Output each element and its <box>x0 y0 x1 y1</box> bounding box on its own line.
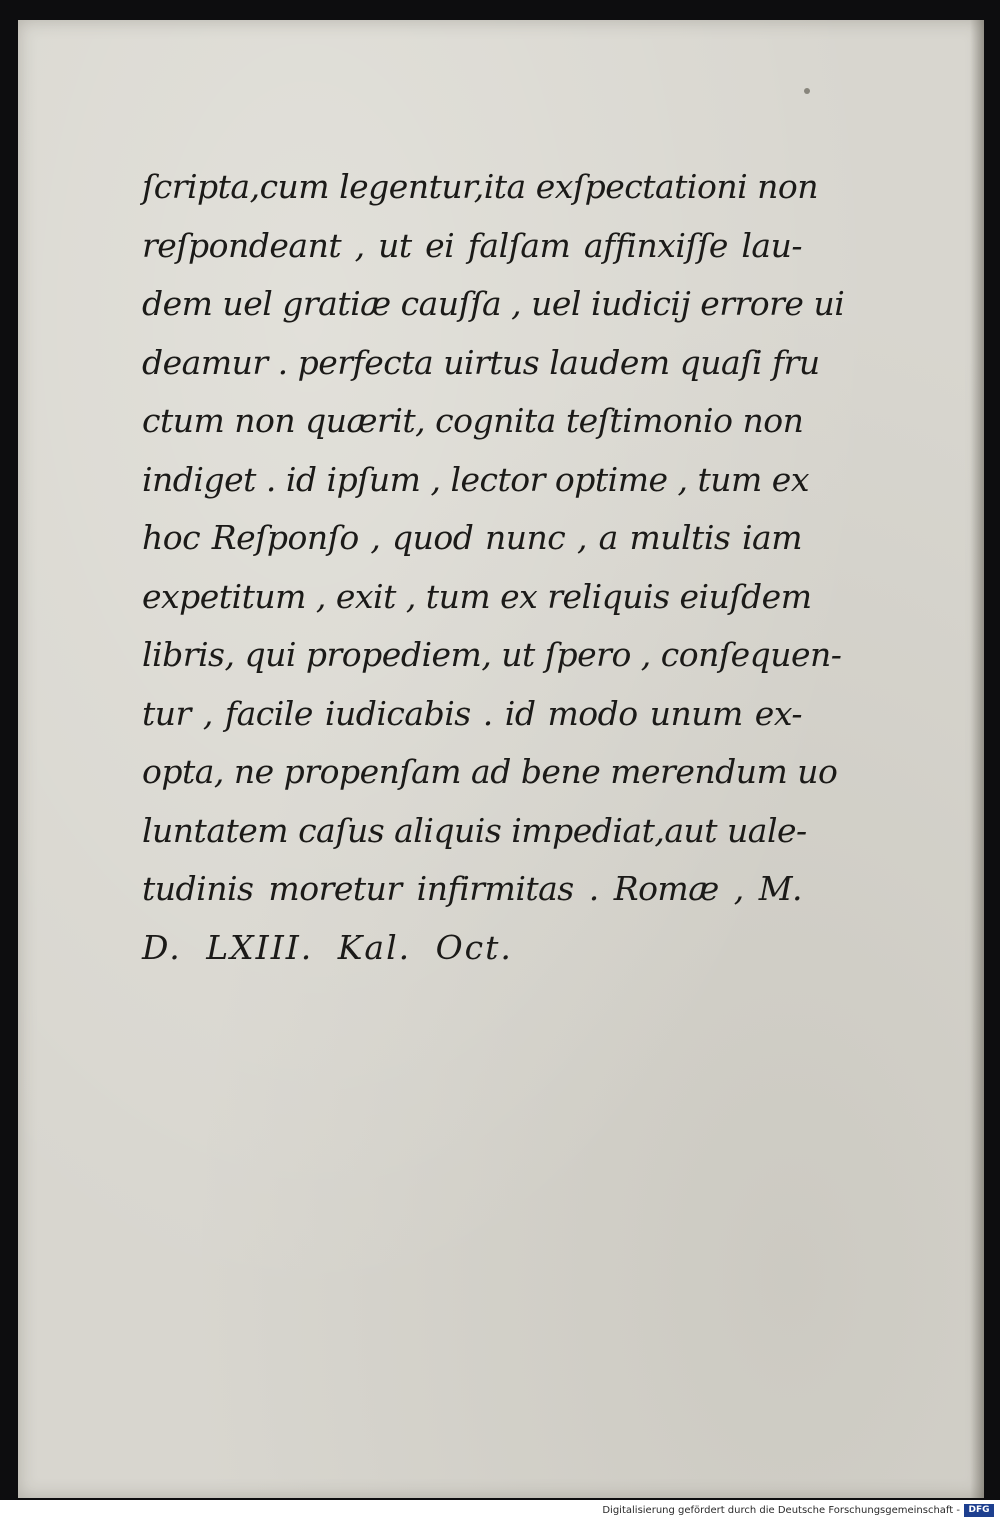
text-line: ſcripta,cum legentur,ita exſpectationi non <box>142 167 818 206</box>
text-line: reſpondeant , ut ei falſam affinxiſſe lau- <box>142 225 802 265</box>
text-block <box>142 158 845 977</box>
text-line: hoc Reſponſo , quod nunc , a multis iam <box>142 518 802 557</box>
text-line: deamur . perfecta uirtus laudem quaſi fru <box>142 342 820 382</box>
book-page <box>18 20 984 1498</box>
text-line: libris, qui propediem, ut ſpero , conſequen- <box>142 635 842 674</box>
text-line: tur , facile iudicabis . id modo unum ex- <box>142 693 802 733</box>
digitization-credit: Digitalisierung gefördert durch die Deutsche Forschungsgemeinschaft - <box>602 1505 960 1516</box>
text-line: indiget . id ipſum , lector optime , tum ex <box>142 459 809 499</box>
paper-blemish <box>804 88 810 94</box>
text-line: opta, ne propenſam ad bene merendum uo <box>142 752 838 791</box>
dfg-logo: DFG <box>964 1504 994 1517</box>
date-line: D. LXIII. Kal. Oct. <box>142 927 513 967</box>
text-line: luntatem caſus aliquis impediat,aut uale- <box>142 810 807 850</box>
text-line: ctum non quærit, cognita teſtimonio non <box>142 401 804 440</box>
text-line: expetitum , exit , tum ex reliquis eiuſdem <box>142 576 812 616</box>
text-line: tudinis moretur infirmitas . Romæ , M. <box>142 869 802 908</box>
text-line: dem uel gratiæ cauſſa , uel iudicij errore ui <box>142 284 845 323</box>
